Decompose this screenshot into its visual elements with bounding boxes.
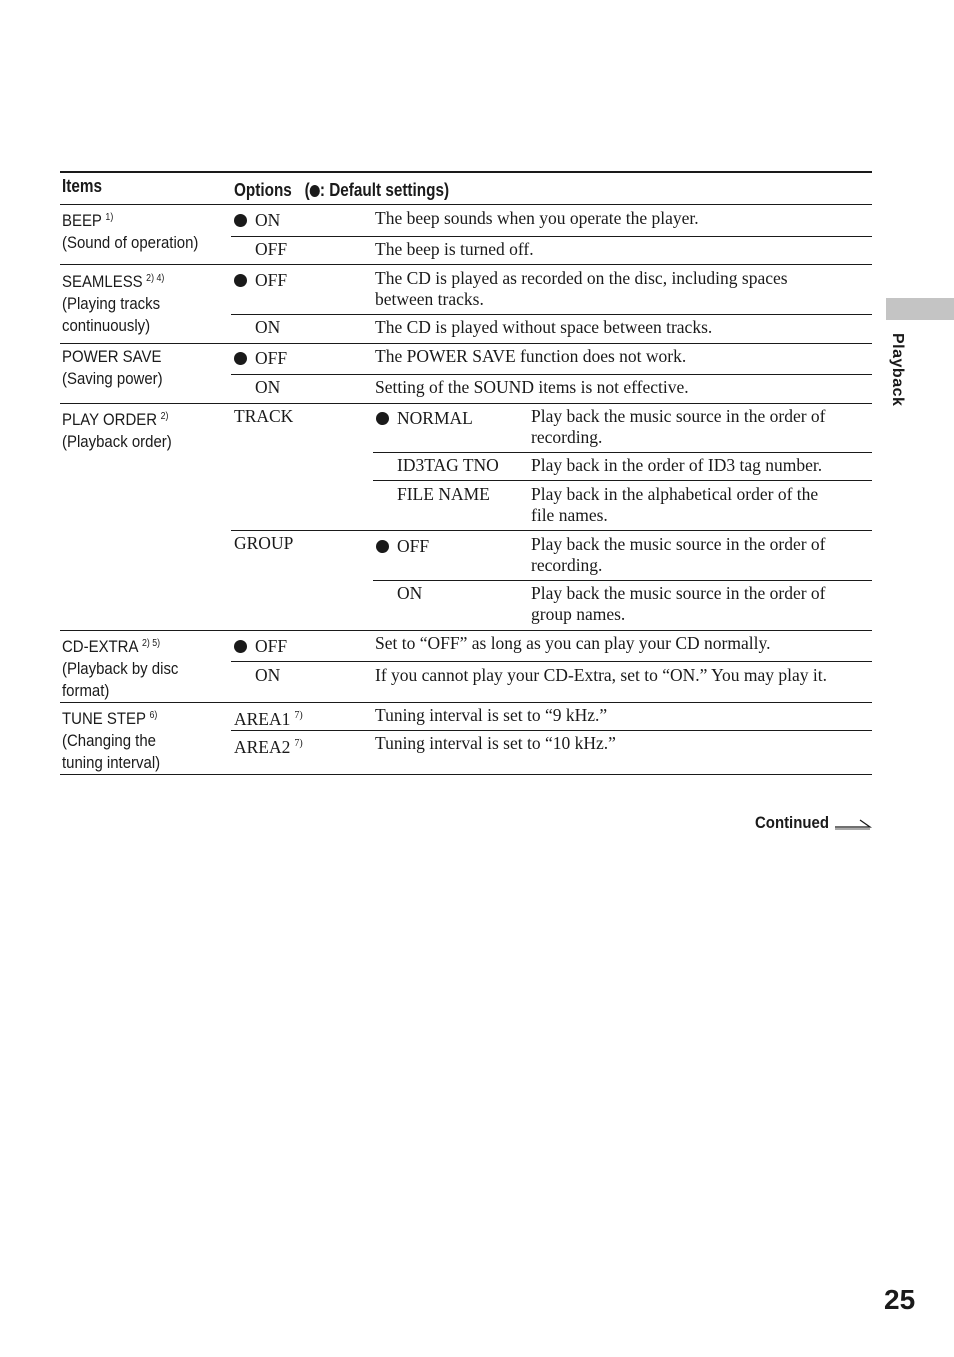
section-rule [60, 630, 872, 631]
row-rule [373, 480, 872, 481]
option-power-save-off: OFF [255, 348, 288, 368]
option-beep-on: ON [255, 210, 281, 230]
item-cd-extra-desc: (Playback by disc [62, 659, 179, 678]
default-bullet-icon [234, 274, 247, 287]
item-power-save-desc: (Saving power) [62, 369, 163, 388]
continued-label: Continued [755, 813, 829, 832]
side-tab [886, 298, 954, 320]
default-bullet-icon [310, 185, 320, 197]
continued-arrow-icon [834, 818, 872, 830]
row-rule [373, 580, 872, 581]
text-line: Play back the music source in the order of [531, 583, 826, 603]
row-rule [231, 530, 872, 531]
option-area2-label: AREA2 [234, 737, 291, 757]
option-seamless-off: OFF [255, 270, 288, 290]
text-line: recording. [531, 427, 603, 447]
option-cd-extra-on: ON [255, 665, 281, 685]
option-beep-off-text: The beep is turned off. [375, 239, 534, 259]
item-tune-step-name: TUNE STEP [62, 709, 146, 728]
option-group-off-text [531, 534, 826, 576]
option-beep-off: OFF [255, 239, 288, 259]
option-area1-label: AREA1 [234, 709, 291, 729]
footnote-ref: 6) [149, 710, 158, 721]
item-beep [62, 207, 198, 254]
items-column-header: Items [62, 176, 102, 196]
footnote-ref: 2) 5) [141, 638, 161, 649]
item-play-order-desc: (Playback order) [62, 432, 172, 451]
row-rule [373, 452, 872, 453]
item-play-order [62, 406, 172, 453]
text-line: group names. [531, 604, 626, 624]
item-cd-extra-name: CD-EXTRA [62, 637, 139, 656]
option-beep-on-text: The beep sounds when you operate the player. [375, 208, 699, 228]
option-power-save-on-text: Setting of the SOUND items is not effective. [375, 377, 689, 397]
option-normal-text [531, 406, 826, 448]
item-seamless [62, 268, 164, 337]
section-rule [60, 343, 872, 344]
option-area2-text: Tuning interval is set to “10 kHz.” [375, 733, 616, 753]
option-group-on-text [531, 583, 826, 625]
row-rule [231, 374, 872, 375]
footnote-ref: 7) [294, 738, 303, 749]
default-bullet-icon [376, 412, 389, 425]
default-bullet-icon [376, 540, 389, 553]
option-seamless-on: ON [255, 317, 281, 337]
table-bottom-rule [60, 774, 872, 775]
item-power-save [62, 346, 163, 390]
option-group: GROUP [234, 533, 294, 553]
option-cd-extra-off-text: Set to “OFF” as long as you can play your CD normally. [375, 633, 771, 653]
options-note-open: ( [304, 180, 310, 200]
default-bullet-icon [234, 352, 247, 365]
row-rule [231, 661, 872, 662]
item-seamless-name: SEAMLESS [62, 272, 143, 291]
option-id3tag-tno-text: Play back in the order of ID3 tag number. [531, 455, 823, 475]
option-cd-extra-on-text: If you cannot play your CD-Extra, set to “ON.” You may play it. [375, 665, 828, 685]
item-beep-desc: (Sound of operation) [62, 233, 199, 252]
option-id3tag-tno: ID3TAG TNO [397, 455, 499, 475]
footnote-ref: 2) 4) [146, 273, 165, 284]
option-area2 [234, 733, 303, 758]
item-play-order-name: PLAY ORDER [62, 410, 158, 429]
text-line: The CD is played as recorded on the disc, including spaces [375, 268, 788, 288]
option-power-save-on: ON [255, 377, 281, 397]
text-line: Play back the music source in the order of [531, 406, 826, 426]
item-cd-extra-desc: format) [62, 681, 110, 700]
item-cd-extra [62, 633, 178, 702]
options-column-header [234, 180, 449, 201]
options-label: Options [234, 180, 292, 200]
option-area1-text: Tuning interval is set to “9 kHz.” [375, 705, 608, 725]
item-tune-step-desc: tuning interval) [62, 753, 161, 772]
default-bullet-icon [234, 640, 247, 653]
text-line: Play back the music source in the order of [531, 534, 826, 554]
options-note: : Default settings) [319, 180, 450, 200]
item-tune-step-desc: (Changing the [62, 731, 156, 750]
section-rule [60, 702, 872, 703]
option-file-name: FILE NAME [397, 484, 490, 504]
item-seamless-desc: (Playing tracks [62, 294, 161, 313]
option-power-save-off-text: The POWER SAVE function does not work. [375, 346, 687, 366]
item-seamless-desc: continuously) [62, 316, 151, 335]
section-rule [60, 403, 872, 404]
side-tab-label: Playback [889, 333, 906, 407]
text-line: file names. [531, 505, 608, 525]
section-rule [60, 264, 872, 265]
option-cd-extra-off: OFF [255, 636, 288, 656]
option-group-on: ON [397, 583, 423, 603]
page-number: 25 [884, 1284, 916, 1315]
text-line: between tracks. [375, 289, 484, 309]
default-bullet-icon [234, 214, 247, 227]
header-rule [60, 204, 872, 205]
footnote-ref: 2) [160, 411, 169, 422]
option-normal: NORMAL [397, 408, 473, 428]
text-line: recording. [531, 555, 603, 575]
item-beep-name: BEEP [62, 211, 102, 230]
option-area1 [234, 705, 303, 730]
footnote-ref: 7) [294, 710, 303, 721]
option-seamless-off-text [375, 268, 788, 310]
row-rule [231, 730, 872, 731]
row-rule [231, 236, 872, 237]
table-top-rule [60, 171, 872, 173]
option-group-off: OFF [397, 536, 430, 556]
option-track: TRACK [234, 406, 294, 426]
option-seamless-on-text: The CD is played without space between tracks. [375, 317, 713, 337]
text-line: Play back in the alphabetical order of the [531, 484, 819, 504]
item-tune-step [62, 705, 160, 774]
row-rule [231, 314, 872, 315]
footnote-ref: 1) [105, 212, 114, 223]
option-file-name-text [531, 484, 818, 526]
item-power-save-name: POWER SAVE [62, 347, 162, 366]
